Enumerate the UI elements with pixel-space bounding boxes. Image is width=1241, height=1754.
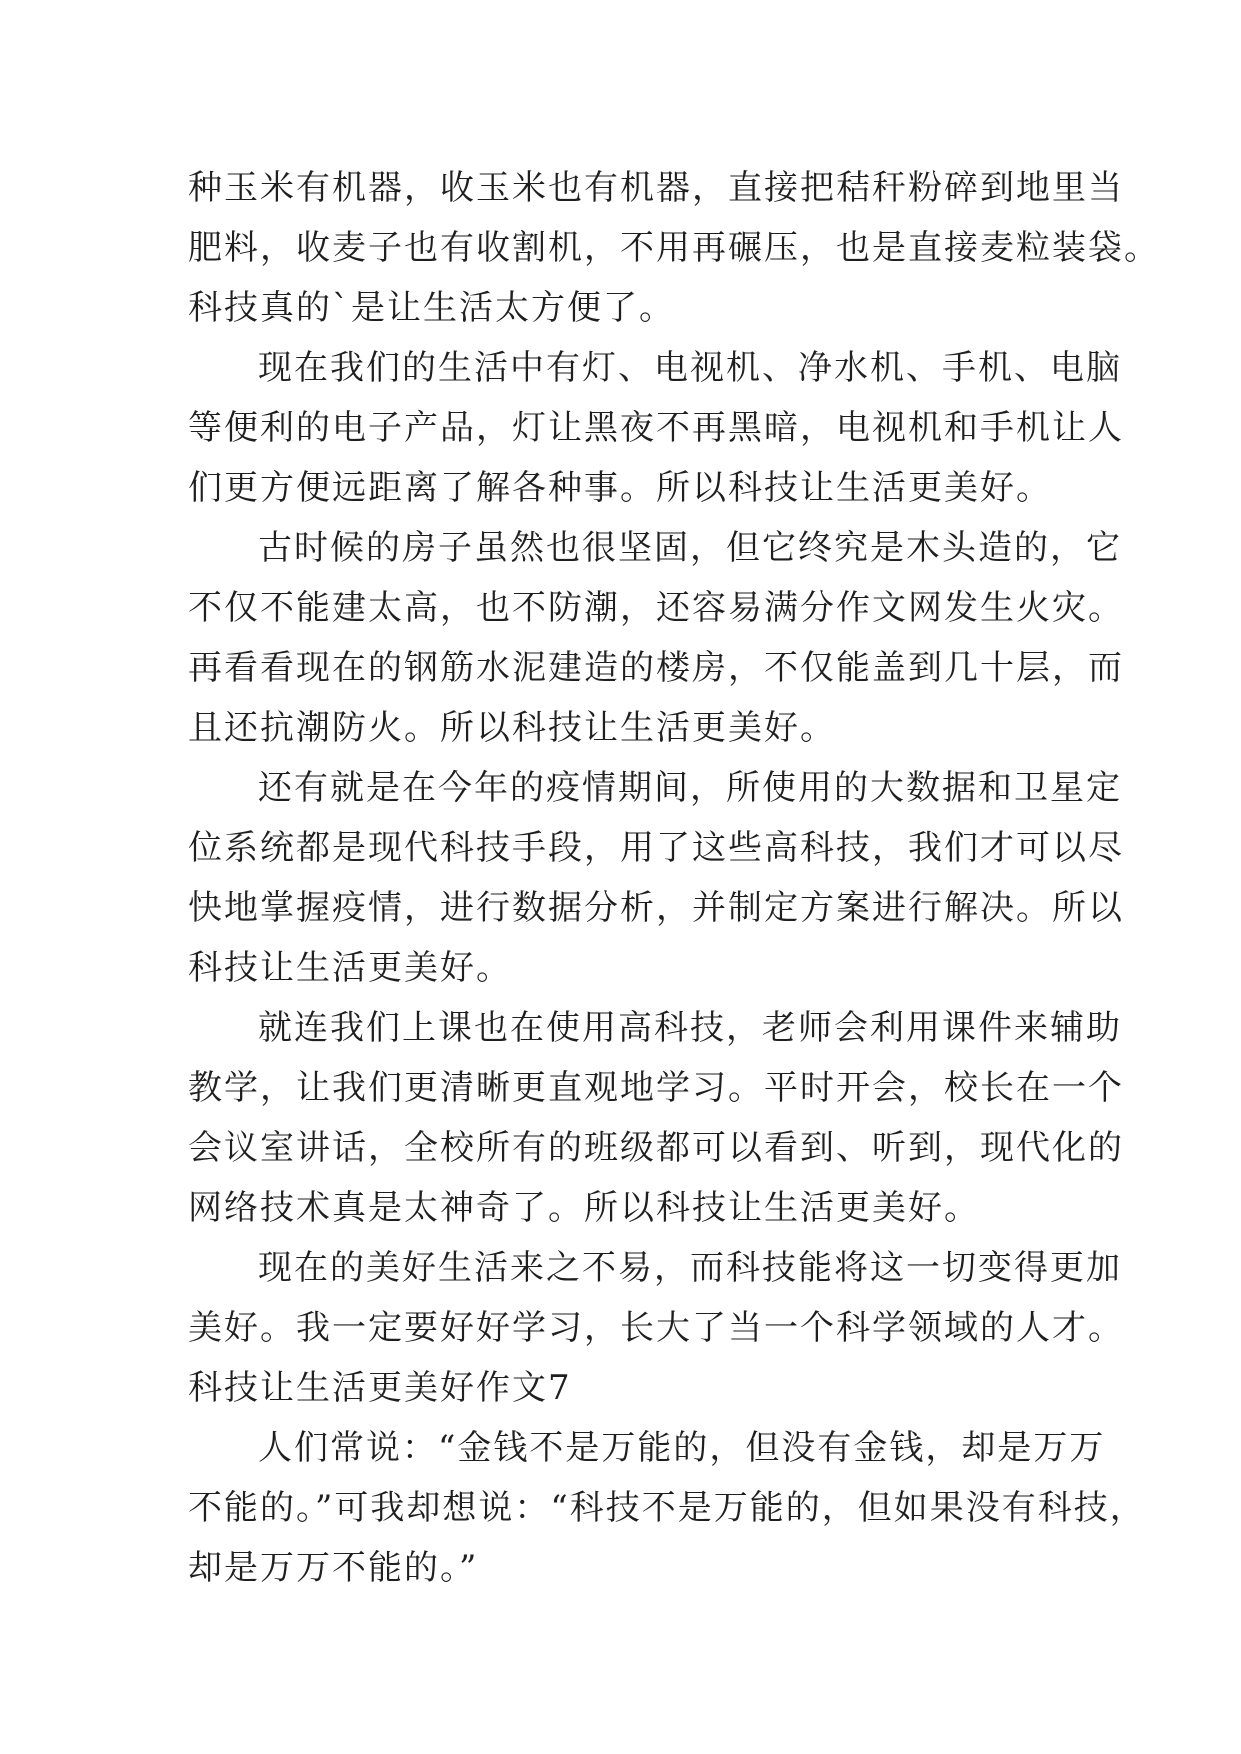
text-line: 会议室讲话，全校所有的班级都可以看到、听到，现代化的 — [188, 1128, 1124, 1168]
text-line: 快地掌握疫情，进行数据分析，并制定方案进行解决。所以 — [188, 888, 1124, 928]
text-line: 现在我们的生活中有灯、电视机、净水机、手机、电脑 — [258, 348, 1122, 388]
text-line: 们更方便远距离了解各种事。所以科技让生活更美好。 — [188, 468, 1052, 508]
text-line: 却是万万不能的。” — [188, 1548, 479, 1588]
text-line: 科技真的`是让生活太方便了。 — [188, 288, 675, 328]
text-line: 古时候的房子虽然也很坚固，但它终究是木头造的，它 — [258, 528, 1122, 568]
text-line: 科技让生活更美好。 — [188, 948, 512, 988]
text-line: 肥料，收麦子也有收割机，不用再碾压，也是直接麦粒装袋。 — [188, 228, 1160, 268]
text-line: 再看看现在的钢筋水泥建造的楼房，不仅能盖到几十层，而 — [188, 648, 1124, 688]
text-line: 教学，让我们更清晰更直观地学习。平时开会，校长在一个 — [188, 1068, 1124, 1108]
text-line: 种玉米有机器，收玉米也有机器，直接把秸秆粉碎到地里当 — [188, 168, 1124, 208]
text-line: 且还抗潮防火。所以科技让生活更美好。 — [188, 708, 836, 748]
document-body — [188, 158, 1160, 1598]
section-heading: 科技让生活更美好作文7 — [188, 1368, 572, 1408]
text-line: 网络技术真是太神奇了。所以科技让生活更美好。 — [188, 1188, 980, 1228]
text-line: 现在的美好生活来之不易，而科技能将这一切变得更加 — [258, 1248, 1122, 1288]
text-line: 不仅不能建太高，也不防潮，还容易满分作文网发生火灾。 — [188, 588, 1124, 628]
text-line: 不能的。”可我却想说：“科技不是万能的，但如果没有科技， — [188, 1488, 1146, 1528]
text-line: 就连我们上课也在使用高科技，老师会利用课件来辅助 — [258, 1008, 1122, 1048]
text-line: 美好。我一定要好好学习，长大了当一个科学领域的人才。 — [188, 1308, 1124, 1348]
text-line: 位系统都是现代科技手段，用了这些高科技，我们才可以尽 — [188, 828, 1124, 868]
text-line: 还有就是在今年的疫情期间，所使用的大数据和卫星定 — [258, 768, 1122, 808]
text-line: 人们常说：“金钱不是万能的，但没有金钱，却是万万 — [258, 1428, 1106, 1468]
text-line: 等便利的电子产品，灯让黑夜不再黑暗，电视机和手机让人 — [188, 408, 1124, 448]
